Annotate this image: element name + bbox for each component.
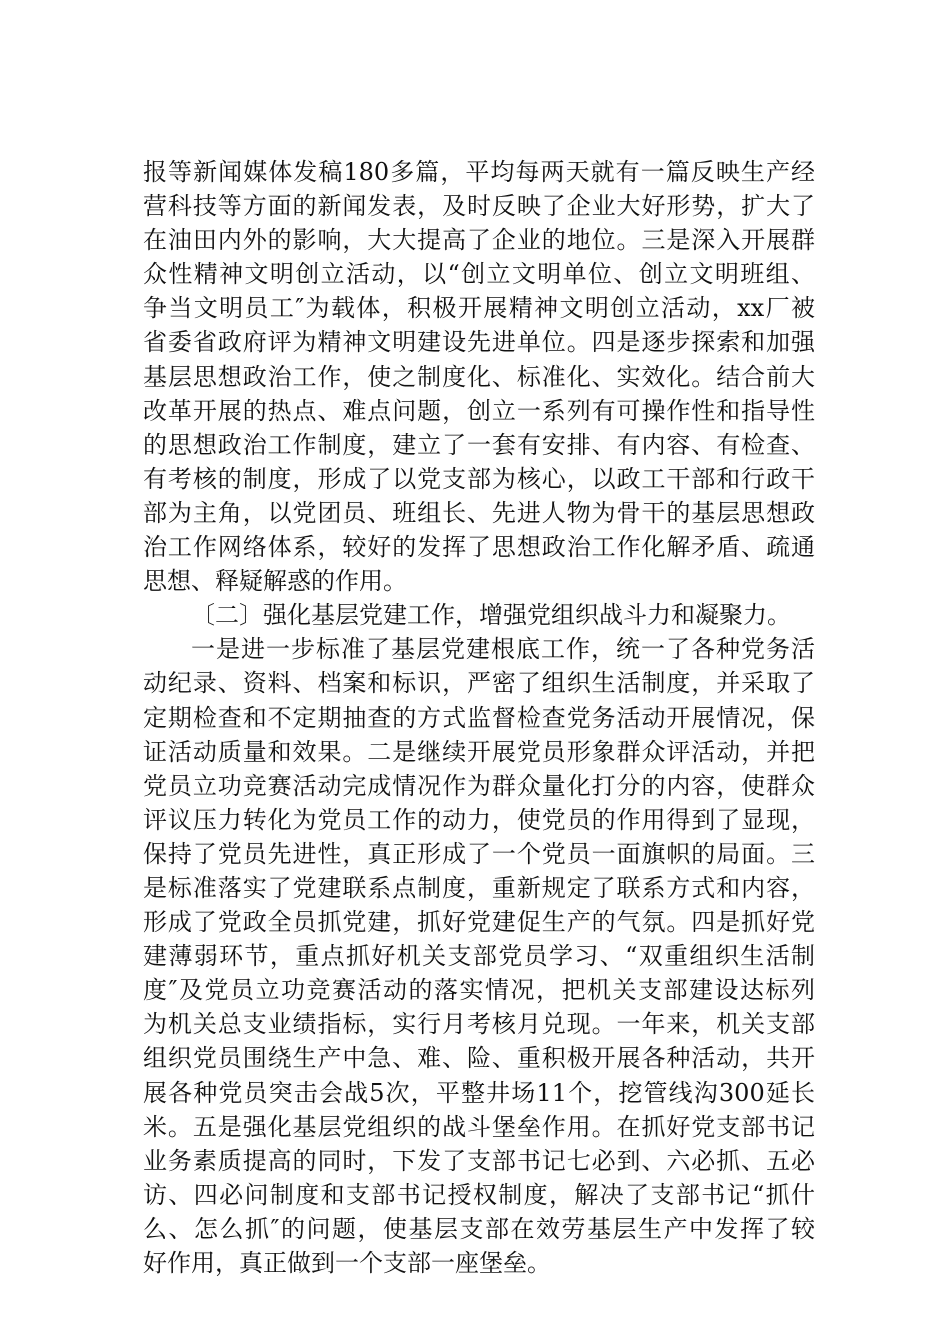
paragraph-1-line: 部为主角，以党团员、班组长、先进人物为骨干的基层思想政 [143,498,815,527]
paragraph-1-line: 众性精神文明创立活动，以“创立文明单位、创立文明班组、 [143,260,815,289]
paragraph-1-line: 改革开展的热点、难点问题，创立一系列有可操作性和指导性 [143,396,815,425]
paragraph-1-line: 在油田内外的影响，大大提高了企业的地位。三是深入开展群 [143,226,815,255]
paragraph-1-line: 思想、释疑解惑的作用。 [143,567,407,596]
paragraph-1-line: 争当文明员工″为载体，积极开展精神文明创立活动，xx厂被 [143,294,815,323]
section-heading: 〔二〕强化基层党建工作，增强党组织战斗力和凝聚力。 [191,601,791,630]
paragraph-2-line: 访、四必问制度和支部书记授权制度，解决了支部书记“抓什 [143,1180,815,1209]
paragraph-2-line: 业务素质提高的同时，下发了支部书记七必到、六必抓、五必 [143,1146,815,1175]
paragraph-2-line: 米。五是强化基层党组织的战斗堡垒作用。在抓好党支部书记 [143,1112,815,1141]
paragraph-2-line: 度″及党员立功竞赛活动的落实情况，把机关支部建设达标列 [143,976,815,1005]
paragraph-1-line: 治工作网络体系，较好的发挥了思想政治工作化解矛盾、疏通 [143,533,815,562]
document-body [143,155,815,1280]
paragraph-2-line: 评议压力转化为党员工作的动力，使党员的作用得到了显现， [143,805,815,834]
paragraph-2-line: 是标准落实了党建联系点制度，重新规定了联系方式和内容， [143,873,815,902]
paragraph-1-line: 省委省政府评为精神文明建设先进单位。四是逐步探索和加强 [143,328,815,357]
paragraph-2-line: 形成了党政全员抓党建，抓好党建促生产的气氛。四是抓好党 [143,908,815,937]
paragraph-2-line: 为机关总支业绩指标，实行月考核月兑现。一年来，机关支部 [143,1010,815,1039]
paragraph-2-line: 一是进一步标准了基层党建根底工作，统一了各种党务活 [191,635,815,664]
paragraph-1-line: 报等新闻媒体发稿180多篇，平均每两天就有一篇反映生产经 [143,158,815,186]
paragraph-1-line: 的思想政治工作制度，建立了一套有安排、有内容、有检查、 [143,430,815,459]
paragraph-2-line: 组织党员围绕生产中急、难、险、重积极开展各种活动，共开 [143,1044,815,1073]
paragraph-2-line: 好作用，真正做到一个支部一座堡垒。 [143,1249,551,1277]
paragraph-1-line: 有考核的制度，形成了以党支部为核心，以政工干部和行政干 [143,464,815,493]
paragraph-1-line: 基层思想政治工作，使之制度化、标准化、实效化。结合前大 [143,362,815,391]
paragraph-2-line: 保持了党员先进性，真正形成了一个党员一面旗帜的局面。三 [143,839,815,868]
paragraph-2-line: 动纪录、资料、档案和标识，严密了组织生活制度，并采取了 [143,669,815,698]
paragraph-2-line: 党员立功竞赛活动完成情况作为群众量化打分的内容，使群众 [143,771,815,800]
paragraph-2-line: 证活动质量和效果。二是继续开展党员形象群众评活动，并把 [143,737,815,766]
paragraph-2-line: 定期检查和不定期抽查的方式监督检查党务活动开展情况，保 [143,703,815,732]
paragraph-1-line: 营科技等方面的新闻发表，及时反映了企业大好形势，扩大了 [143,192,815,221]
paragraph-2-line: 建薄弱环节，重点抓好机关支部党员学习、“双重组织生活制 [143,942,815,971]
paragraph-2-line: 展各种党员突击会战5次，平整井场11个，挖管线沟300延长 [143,1078,815,1107]
paragraph-2-line: 么、怎么抓″的问题，使基层支部在效劳基层生产中发挥了较 [143,1214,815,1243]
